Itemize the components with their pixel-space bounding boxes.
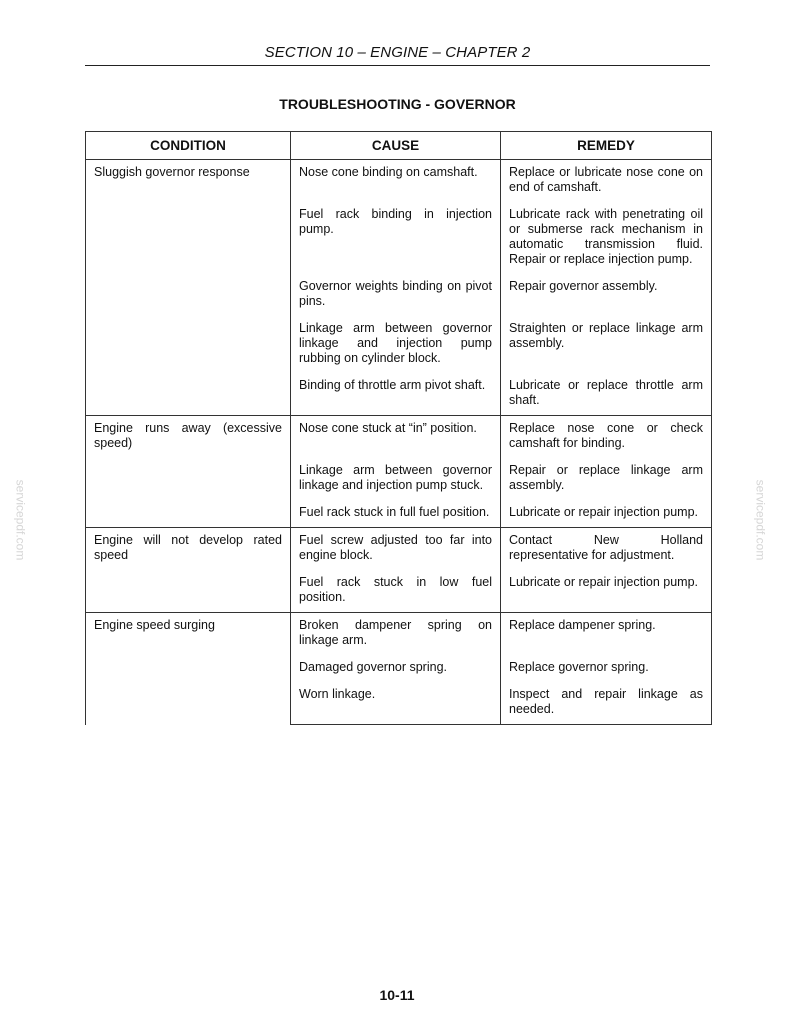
condition-cell: Engine speed surging bbox=[86, 613, 291, 725]
remedy-cell: Contact New Holland representative for adjustment. bbox=[501, 528, 712, 571]
remedy-cell: Repair or replace linkage arm assembly. bbox=[501, 458, 712, 500]
cause-cell: Binding of throttle arm pivot shaft. bbox=[291, 373, 501, 416]
remedy-cell: Replace governor spring. bbox=[501, 655, 712, 682]
cause-cell: Linkage arm between governor linkage and injection pump stuck. bbox=[291, 458, 501, 500]
table-title: TROUBLESHOOTING - GOVERNOR bbox=[279, 96, 516, 112]
watermark-left: servicepdf.com bbox=[13, 479, 28, 561]
cause-cell: Fuel rack stuck in full fuel position. bbox=[291, 500, 501, 528]
cause-cell: Worn linkage. bbox=[291, 682, 501, 725]
column-header-remedy: REMEDY bbox=[501, 132, 712, 160]
table-header-row bbox=[86, 132, 712, 160]
cause-cell: Linkage arm between governor linkage and injection pump rubbing on cylinder block. bbox=[291, 316, 501, 373]
remedy-cell: Replace or lubricate nose cone on end of camshaft. bbox=[501, 160, 712, 203]
column-header-cause: CAUSE bbox=[291, 132, 501, 160]
page-number: 10-11 bbox=[379, 987, 415, 1003]
cause-cell: Fuel rack binding in injection pump. bbox=[291, 202, 501, 274]
remedy-cell: Replace dampener spring. bbox=[501, 613, 712, 656]
remedy-cell: Lubricate rack with penetrating oil or submerse rack mechanism in automatic transmission fluid. Repair or replace injection pump. bbox=[501, 202, 712, 274]
table-row bbox=[86, 528, 712, 571]
column-header-condition: CONDITION bbox=[86, 132, 291, 160]
table-row bbox=[86, 416, 712, 459]
cause-cell: Fuel screw adjusted too far into engine block. bbox=[291, 528, 501, 571]
remedy-cell: Lubricate or replace throttle arm shaft. bbox=[501, 373, 712, 416]
remedy-cell: Repair governor assembly. bbox=[501, 274, 712, 316]
table-row bbox=[86, 160, 712, 203]
remedy-cell: Lubricate or repair injection pump. bbox=[501, 570, 712, 613]
header-divider bbox=[85, 65, 710, 66]
troubleshooting-table bbox=[85, 131, 712, 725]
condition-cell: Engine will not develop rated speed bbox=[86, 528, 291, 613]
watermark-right: servicepdf.com bbox=[753, 479, 768, 561]
cause-cell: Broken dampener spring on linkage arm. bbox=[291, 613, 501, 656]
remedy-cell: Inspect and repair linkage as needed. bbox=[501, 682, 712, 725]
condition-cell: Engine runs away (excessive speed) bbox=[86, 416, 291, 528]
remedy-cell: Replace nose cone or check camshaft for binding. bbox=[501, 416, 712, 459]
remedy-cell: Lubricate or repair injection pump. bbox=[501, 500, 712, 528]
cause-cell: Nose cone binding on camshaft. bbox=[291, 160, 501, 203]
cause-cell: Nose cone stuck at “in” position. bbox=[291, 416, 501, 459]
remedy-cell: Straighten or replace linkage arm assembly. bbox=[501, 316, 712, 373]
section-header: SECTION 10 – ENGINE – CHAPTER 2 bbox=[264, 44, 531, 61]
condition-cell: Sluggish governor response bbox=[86, 160, 291, 416]
table-row bbox=[86, 613, 712, 656]
cause-cell: Fuel rack stuck in low fuel position. bbox=[291, 570, 501, 613]
cause-cell: Damaged governor spring. bbox=[291, 655, 501, 682]
cause-cell: Governor weights binding on pivot pins. bbox=[291, 274, 501, 316]
